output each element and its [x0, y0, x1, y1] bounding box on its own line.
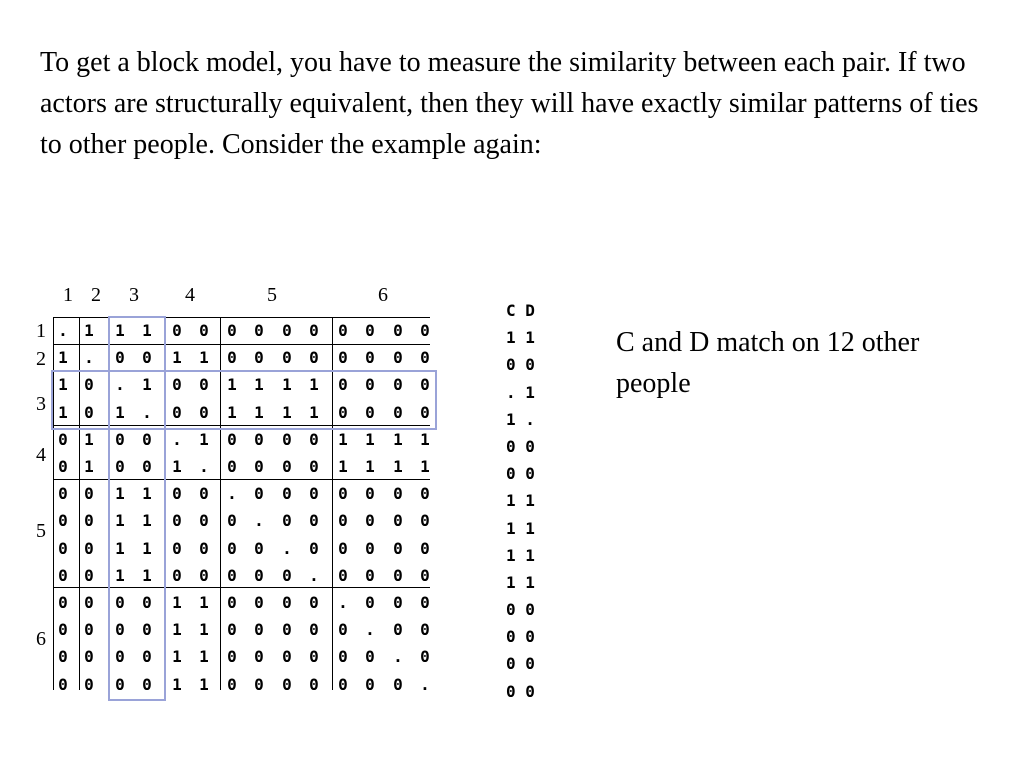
matrix-cell: 0: [142, 348, 152, 368]
matrix-cell: 0: [282, 429, 292, 449]
matrix-cell: 0: [84, 647, 94, 667]
matrix-cell: 1: [338, 429, 348, 449]
matrix-cell: 0: [420, 538, 430, 558]
matrix-cell: 1: [84, 457, 94, 476]
matrix-cell: 1: [142, 565, 152, 585]
matrix-cell: 0: [393, 593, 403, 612]
matrix-cell: .: [254, 511, 264, 531]
matrix-cell: 0: [338, 321, 348, 340]
matrix-cell: 0: [338, 538, 348, 558]
cd-row: 1 1: [506, 491, 535, 511]
matrix-cell: 0: [254, 457, 264, 476]
matrix-cell: 0: [199, 511, 209, 531]
matrix-cell: 0: [282, 674, 292, 694]
matrix-cell: 0: [199, 375, 209, 395]
matrix-cell: 1: [227, 375, 237, 395]
matrix-cell: 0: [227, 593, 237, 612]
matrix-cell: .: [199, 457, 209, 476]
matrix-cell: 0: [420, 511, 430, 531]
matrix-cell: 1: [115, 565, 125, 585]
matrix-cell: 1: [365, 429, 375, 449]
matrix-cell: 0: [309, 647, 319, 667]
matrix-cell: 0: [254, 484, 264, 504]
matrix-cell: .: [115, 375, 125, 395]
matrix-cell: 0: [309, 484, 319, 504]
matrix-cell: 0: [393, 375, 403, 395]
matrix-cell: 1: [393, 457, 403, 476]
matrix-cell: 0: [115, 348, 125, 368]
matrix-cell: 0: [84, 375, 94, 395]
matrix-cell: 0: [115, 457, 125, 476]
matrix-cell: 0: [84, 511, 94, 531]
matrix-cell: 0: [365, 647, 375, 667]
matrix-cell: 0: [282, 511, 292, 531]
matrix-cell: 0: [365, 593, 375, 612]
matrix-cell: 1: [142, 375, 152, 395]
block-column-label: 6: [378, 284, 388, 306]
matrix-cell: 0: [84, 620, 94, 640]
matrix-cell: 0: [365, 375, 375, 395]
matrix-cell: 0: [84, 484, 94, 504]
matrix-cell: 0: [199, 538, 209, 558]
matrix-cell: .: [227, 484, 237, 504]
matrix-cell: 0: [254, 674, 264, 694]
matrix-cell: 1: [365, 457, 375, 476]
matrix-cell: 0: [365, 348, 375, 368]
matrix-cell: 0: [338, 565, 348, 585]
matrix-cell: 0: [227, 457, 237, 476]
matrix-cell: .: [172, 429, 182, 449]
matrix-cell: 0: [393, 484, 403, 504]
matrix-cell: 0: [338, 620, 348, 640]
intro-paragraph: To get a block model, you have to measure the similarity between each pair. If two actors are structurally equivalent, then they will have exactly similar patterns of ties to other people. Consider the example again:: [40, 47, 979, 160]
matrix-cell: 0: [84, 565, 94, 585]
matrix-cell: 0: [309, 429, 319, 449]
matrix-cell: 0: [227, 429, 237, 449]
matrix-cell: 1: [199, 348, 209, 368]
matrix-cell: 1: [199, 620, 209, 640]
matrix-cell: 1: [254, 375, 264, 395]
matrix-cell: 1: [393, 429, 403, 449]
cd-row: 1 1: [506, 518, 535, 538]
matrix-cell: 0: [84, 538, 94, 558]
matrix-cell: 1: [142, 484, 152, 504]
matrix-cell: 0: [309, 321, 319, 340]
matrix-cell: 1: [338, 457, 348, 476]
matrix-cell: 1: [58, 375, 68, 395]
matrix-cell: 0: [393, 511, 403, 531]
matrix-cell: 0: [309, 593, 319, 612]
matrix-cell: .: [338, 593, 348, 612]
matrix-cell: 1: [142, 538, 152, 558]
cd-row: 1 1: [506, 545, 535, 565]
matrix-cell: .: [282, 538, 292, 558]
matrix-cell: .: [365, 620, 375, 640]
cd-row: 0 0: [506, 600, 535, 620]
block-column-label: 1: [63, 284, 73, 306]
matrix-cell: 0: [393, 538, 403, 558]
block-column-label: 2: [91, 284, 101, 306]
matrix-cell: 1: [199, 593, 209, 612]
matrix-cell: 1: [172, 620, 182, 640]
matrix-cell: .: [84, 348, 94, 368]
matrix-cell: 0: [254, 593, 264, 612]
matrix-cell: 0: [227, 511, 237, 531]
matrix-cell: 0: [172, 538, 182, 558]
matrix-cell: 0: [142, 593, 152, 612]
cd-row: . 1: [506, 382, 535, 402]
block-row-label: 5: [36, 520, 46, 542]
matrix-cell: 0: [227, 565, 237, 585]
matrix-cell: 0: [365, 674, 375, 694]
matrix-cell: 0: [115, 429, 125, 449]
cd-row: 0 0: [506, 681, 535, 701]
matrix-cell: 0: [142, 457, 152, 476]
matrix-cell: 0: [199, 565, 209, 585]
matrix-cell: 0: [282, 565, 292, 585]
matrix-cell: 0: [254, 321, 264, 340]
matrix-cell: 0: [254, 565, 264, 585]
cd-row: 0 0: [506, 464, 535, 484]
matrix-cell: 0: [254, 348, 264, 368]
matrix-cell: 1: [84, 321, 94, 340]
matrix-cell: 1: [282, 402, 292, 422]
matrix-cell: 0: [58, 511, 68, 531]
cd-row: 1 1: [506, 572, 535, 592]
matrix-cell: 0: [282, 457, 292, 476]
matrix-cell: 0: [58, 457, 68, 476]
matrix-cell: 0: [309, 538, 319, 558]
matrix-cell: 0: [420, 620, 430, 640]
cd-row: 1 1: [506, 328, 535, 348]
matrix-cell: 0: [420, 484, 430, 504]
matrix-cell: 0: [58, 593, 68, 612]
matrix-cell: 1: [199, 674, 209, 694]
matrix-cell: 0: [338, 375, 348, 395]
matrix-cell: 1: [115, 511, 125, 531]
matrix-cell: 0: [282, 593, 292, 612]
matrix-cell: 0: [115, 593, 125, 612]
matrix-cell: 0: [393, 674, 403, 694]
matrix-cell: 0: [172, 511, 182, 531]
matrix-cell: 0: [365, 538, 375, 558]
matrix-cell: 1: [309, 402, 319, 422]
matrix-cell: 0: [172, 484, 182, 504]
block-column-label: 4: [185, 284, 195, 306]
matrix-cell: 0: [172, 565, 182, 585]
matrix-cell: 1: [309, 375, 319, 395]
matrix-cell: 1: [420, 429, 430, 449]
matrix-cell: 0: [393, 402, 403, 422]
matrix-cell: 0: [227, 647, 237, 667]
matrix-cell: 1: [58, 348, 68, 368]
matrix-cell: 0: [393, 620, 403, 640]
block-row-label: 6: [36, 628, 46, 650]
matrix-cell: .: [393, 647, 403, 667]
matrix-cell: 0: [393, 348, 403, 368]
matrix-cell: 0: [115, 647, 125, 667]
matrix-cell: 0: [309, 457, 319, 476]
matrix-cell: 0: [338, 402, 348, 422]
matrix-cell: 1: [172, 647, 182, 667]
block-column-label: 3: [129, 284, 139, 306]
cd-row: 0 0: [506, 654, 535, 674]
matrix-cell: 1: [115, 484, 125, 504]
matrix-cell: 0: [309, 620, 319, 640]
matrix-cell: 0: [420, 348, 430, 368]
matrix-cell: 0: [282, 321, 292, 340]
matrix-cell: 0: [58, 565, 68, 585]
matrix-cell: 0: [227, 674, 237, 694]
matrix-cell: 0: [365, 321, 375, 340]
matrix-cell: 0: [115, 674, 125, 694]
matrix-cell: 0: [199, 402, 209, 422]
matrix-cell: .: [309, 565, 319, 585]
matrix-cell: 0: [172, 321, 182, 340]
matrix-cell: 0: [338, 348, 348, 368]
matrix-cell: 1: [172, 593, 182, 612]
cd-row: 0 0: [506, 436, 535, 456]
block-row-label: 1: [36, 320, 46, 342]
cd-row: 1 .: [506, 409, 535, 429]
matrix-cell: 0: [84, 593, 94, 612]
matrix-cell: 0: [420, 565, 430, 585]
matrix-cell: 0: [282, 647, 292, 667]
cd-row: 0 0: [506, 627, 535, 647]
matrix-cell: 0: [58, 484, 68, 504]
matrix-cell: 0: [309, 511, 319, 531]
matrix-cell: 1: [115, 321, 125, 340]
matrix-cell: 0: [338, 674, 348, 694]
matrix-cell: 1: [199, 429, 209, 449]
matrix-cell: 0: [227, 321, 237, 340]
matrix-cell: 0: [142, 429, 152, 449]
matrix-cell: 1: [282, 375, 292, 395]
match-note: C and D match on 12 other people: [616, 327, 920, 399]
matrix-cell: 1: [172, 674, 182, 694]
matrix-cell: 0: [393, 565, 403, 585]
column-3-highlight: [108, 316, 166, 701]
matrix-cell: .: [58, 321, 68, 340]
block-row-label: 2: [36, 348, 46, 370]
matrix-cell: 0: [58, 538, 68, 558]
matrix-cell: 1: [84, 429, 94, 449]
matrix-cell: 1: [254, 402, 264, 422]
matrix-cell: 0: [58, 647, 68, 667]
matrix-cell: 0: [254, 538, 264, 558]
matrix-cell: 0: [142, 647, 152, 667]
matrix-cell: 0: [338, 484, 348, 504]
matrix-cell: 0: [338, 647, 348, 667]
matrix-cell: 0: [115, 620, 125, 640]
cd-header: C D: [506, 301, 535, 320]
matrix-cell: 0: [254, 429, 264, 449]
cd-columns: [506, 297, 535, 705]
matrix-cell: 0: [282, 620, 292, 640]
matrix-cell: 0: [254, 647, 264, 667]
matrix-cell: 0: [365, 565, 375, 585]
matrix-cell: 0: [365, 402, 375, 422]
matrix-cell: 0: [227, 620, 237, 640]
cd-row: 0 0: [506, 355, 535, 375]
matrix-cell: 1: [199, 647, 209, 667]
matrix-cell: 0: [420, 375, 430, 395]
matrix-cell: 0: [199, 484, 209, 504]
matrix-cell: 0: [309, 348, 319, 368]
matrix-cell: 0: [393, 321, 403, 340]
matrix-cell: 1: [115, 402, 125, 422]
block-row-label: 3: [36, 393, 46, 415]
matrix-cell: 1: [142, 321, 152, 340]
matrix-cell: 0: [420, 593, 430, 612]
matrix-cell: 0: [58, 429, 68, 449]
matrix-cell: 0: [254, 620, 264, 640]
block-row-label: 4: [36, 444, 46, 466]
matrix-cell: 1: [227, 402, 237, 422]
matrix-cell: 1: [172, 457, 182, 476]
matrix-cell: 0: [227, 538, 237, 558]
matrix-cell: 0: [142, 620, 152, 640]
matrix-cell: 1: [142, 511, 152, 531]
matrix-cell: 1: [172, 348, 182, 368]
matrix-cell: 0: [172, 375, 182, 395]
matrix-cell: 0: [58, 620, 68, 640]
matrix-cell: 0: [84, 674, 94, 694]
matrix-cell: 0: [420, 321, 430, 340]
matrix-cell: 0: [365, 511, 375, 531]
matrix-cell: .: [420, 674, 430, 694]
matrix-cell: 0: [227, 348, 237, 368]
matrix-cell: 0: [365, 484, 375, 504]
matrix-cell: 0: [142, 674, 152, 694]
matrix-cell: 0: [282, 484, 292, 504]
matrix-cell: 0: [58, 674, 68, 694]
matrix-cell: 0: [309, 674, 319, 694]
matrix-cell: 0: [199, 321, 209, 340]
matrix-cell: 0: [282, 348, 292, 368]
matrix-cell: 0: [84, 402, 94, 422]
matrix-cell: 1: [115, 538, 125, 558]
matrix-cell: 0: [420, 402, 430, 422]
matrix-cell: 0: [420, 647, 430, 667]
matrix-cell: 1: [420, 457, 430, 476]
matrix-cell: .: [142, 402, 152, 422]
matrix-cell: 0: [172, 402, 182, 422]
matrix-cell: 0: [338, 511, 348, 531]
block-column-label: 5: [267, 284, 277, 306]
matrix-cell: 1: [58, 402, 68, 422]
